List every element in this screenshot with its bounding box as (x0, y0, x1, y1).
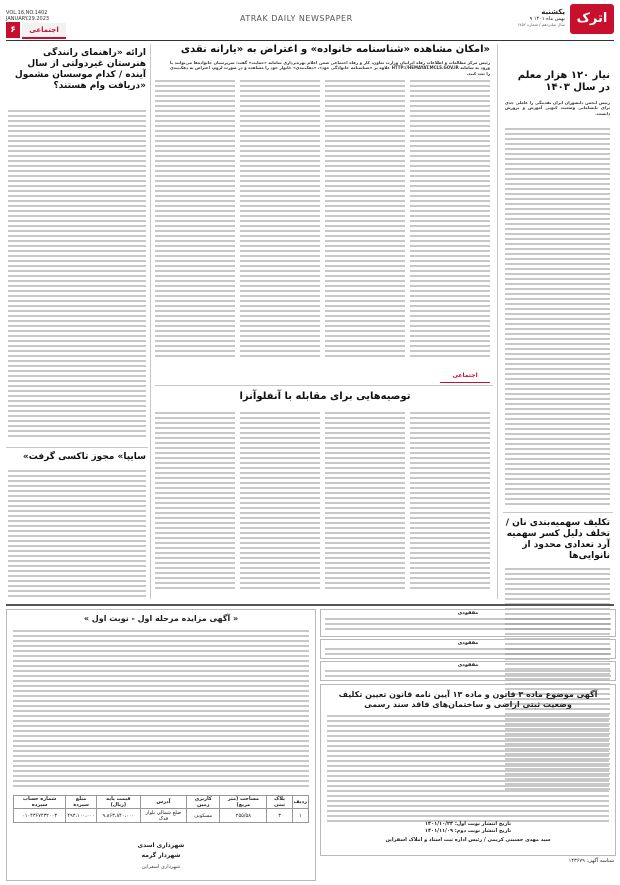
section-tab (6, 10, 64, 40)
section-divider (503, 512, 613, 513)
tender-header-cell: کاربری زمین (187, 796, 220, 809)
guide-body (8, 110, 146, 440)
tender-notice (6, 609, 316, 881)
tender-table (13, 795, 309, 823)
quake-body-col-1 (410, 412, 490, 592)
column-rule (150, 44, 151, 599)
small-notice-3 (320, 661, 616, 681)
tender-cell: ۳ (267, 809, 292, 823)
day-label: یکشنبه (541, 8, 565, 16)
table-row (14, 809, 309, 823)
masthead-rule (6, 40, 614, 41)
land-shenase: شناسه آگهی: ۱۴۳۶۷۹ (568, 858, 614, 864)
lead-headline: امکان مشاهده «شناسنامه خانواده» و اعتراض به «یارانه نقدی» (180, 44, 490, 55)
teachers-body (505, 128, 610, 508)
section-divider (155, 385, 493, 386)
tender-cell: ۹،۸۶۳،۸۴۰،۰۰۰ (97, 809, 141, 823)
tender-cell: مسکونی (187, 809, 220, 823)
small-notice-1-title: مفقودی (457, 610, 479, 616)
taxi-body (8, 470, 146, 600)
column-rule (497, 44, 498, 599)
small-notice-2-title: مفقودی (457, 640, 479, 646)
lead-body-col-3 (240, 80, 320, 360)
vol-label: VOL.16,NO.1402 (6, 10, 48, 16)
small-notice-1 (320, 609, 616, 637)
tender-header-cell: مساحت (متر مربع) (220, 796, 267, 809)
taxi-headline: «سایپا» مجوز تاکسی گرفت (22, 452, 146, 462)
lead-body-col-2 (325, 80, 405, 360)
tender-table-header (14, 796, 309, 809)
tender-cell: ۱ (292, 809, 308, 823)
small-notice-1-body (325, 618, 611, 633)
masthead (0, 0, 620, 40)
tender-header-cell: ردیف (292, 796, 308, 809)
tender-cell: ۴۹۳،۱۰۰،۰۰۰ (66, 809, 97, 823)
section-divider (6, 447, 148, 448)
quake-headline: توصیه‌هایی برای مقابله با آنفلوآنزا (239, 391, 411, 402)
tender-header-cell: پلاک ثبتی (267, 796, 292, 809)
lead-body-col-4 (155, 80, 235, 360)
small-notice-2 (320, 639, 616, 659)
tender-cell: ضلع شمالی بلوار قدک (140, 809, 186, 823)
tender-signer: شهرداری اسدی (137, 842, 185, 849)
land-notice-body (327, 715, 609, 825)
tender-header-cell: قیمت پایه (ریال) (97, 796, 141, 809)
tender-header-cell: آدرس (140, 796, 186, 809)
tender-org: شهرداری اسفراین (141, 864, 181, 870)
tender-body (13, 630, 309, 790)
newspaper-name: ATRAK DAILY NEWSPAPER (240, 14, 353, 23)
tender-signer-title: شهردار گرمه (141, 852, 181, 859)
tender-title: « آگهی مزایده مرحله اول - نوبت اول » (83, 614, 239, 623)
issue-label: سال شانزدهم / شماره ۱۷۵۲ (517, 22, 565, 27)
land-signature: سید مهدی حسینی کریمی / رئیس اداره ثبت اسناد و املاک اسفراین (385, 837, 551, 843)
small-notice-2-body (325, 648, 611, 658)
quake-body-col-3 (240, 412, 320, 592)
small-notice-3-body (325, 670, 611, 680)
date-block (515, 8, 565, 27)
land-notice-title: آگهی موضوع ماده ۳ قانون و ماده ۱۳ آیین نامه قانون تعیین تکلیف وضعیت ثبتی اراضی و ساختمان‌های فاقد سند رسمی (338, 690, 598, 709)
guide-headline: ارائه «راهنمای رانندگی هنرستان غیردولتی از سال آینده / کدام موسسان مشمول دریافت وام هستند؟» (14, 48, 146, 91)
land-first-date: تاریخ انتشار نوبت اول: ۱۴۰۱/۱۰/۲۴ (425, 821, 511, 827)
teachers-headline: نیاز ۱۲۰ هزار معلم در سال ۱۴۰۳ (517, 70, 610, 93)
social-label: اجتماعی (440, 372, 490, 383)
notices-divider (6, 604, 614, 606)
page-number-badge: ۶ (6, 22, 20, 38)
quota-headline: تکلیف سهمیه‌بندی نان / تخلف دلیل کسر سهمیه آرد تعدادی محدود از نانوایی‌ها (505, 518, 610, 561)
quake-body-col-2 (325, 412, 405, 592)
logo: اترک (570, 4, 614, 34)
tender-cell: ۲۵۵/۵۸ (220, 809, 267, 823)
tender-header-cell: شماره حساب سپرده (14, 796, 66, 809)
tender-cell: ۰۱۰۴۳۶۷۴۳۲۰۰۳ (14, 809, 66, 823)
section-label: اجتماعی (22, 23, 66, 39)
land-second-date: تاریخ انتشار نوبت دوم: ۱۴۰۱/۱۱/۰۹ (424, 828, 512, 834)
tender-header-cell: مبلغ سپرده (66, 796, 97, 809)
land-notice (320, 684, 616, 856)
lead-lede: رئیس مرکز مطالعات و اطلاعات رفاه ایرانیان وزارت تعاون، کار و رفاه اجتماعی ضمن اعلام بهره‌برداری سامانه «حمایت» گفت: سرپرستان خانواده‌ها می‌توانند با ورود به سامانه HTTP://HEMAYAT.MCLS.GOV.IR علاوه بر «شناسنامه خانوادگی خود»، «دهک‌بندی» خانوار خود را مشاهده و در صورت لزوم، اعتراض به دهک‌بندی را ثبت کنند. (170, 60, 490, 76)
date-en-label: JANUARY.29.2023 (6, 16, 50, 22)
teachers-lede: رییس انجمن دانشوران ایران نقدینگی را عاملی جدی برای نابسامانی وضعیت کنونی آموزش و پرورش دانست. (505, 100, 610, 116)
small-notice-3-title: مفقودی (457, 662, 479, 668)
lead-body-col-1 (410, 80, 490, 360)
quake-body-col-4 (155, 412, 235, 592)
date-fa-label: ۹ بهمن ماه ۱۴۰۱ (529, 16, 565, 22)
